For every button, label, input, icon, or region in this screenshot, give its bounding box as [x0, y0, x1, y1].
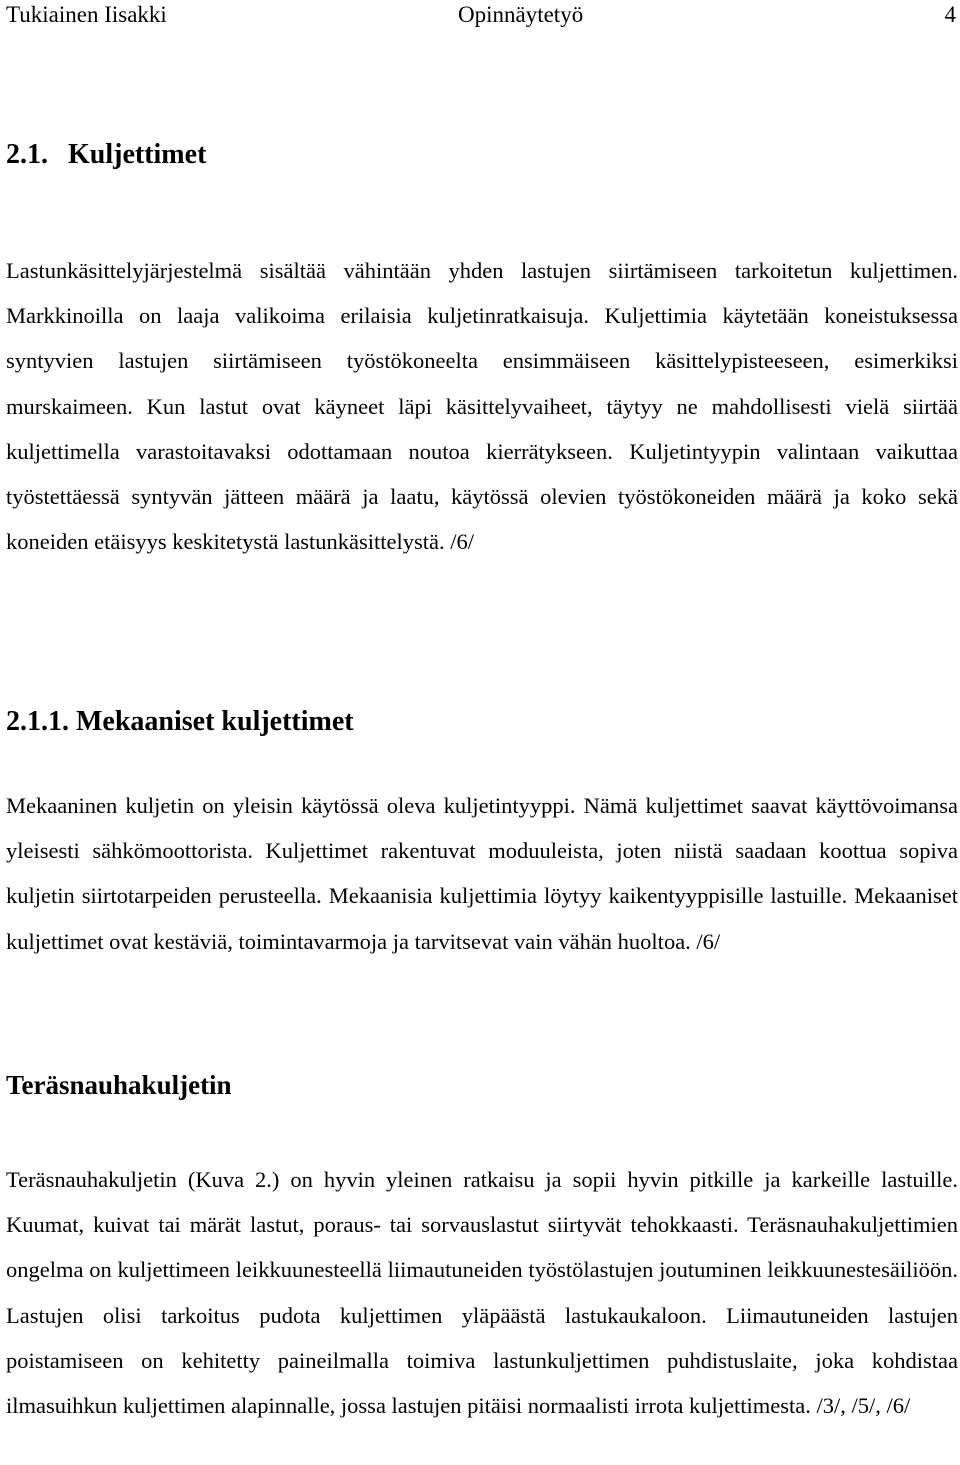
subsection-heading: 2.1.1. Mekaaniset kuljettimet [6, 706, 354, 737]
subsection-paragraph: Mekaaninen kuljetin on yleisin käytössä oleva kuljetintyyppi. Nämä kuljettimet saavat käyttövoimansa yleisesti sähkömoottorista. Kuljettimet rakentuvat moduuleista, joten niistä saadaan koottua sopiva kuljetin siirtotarpeiden perusteella. Mekaanisia kuljettimia löytyy kaikentyyppisille lastuille. Mekaaniset kuljettimet ovat kestäviä, toimintavarmoja ja tarvitsevat vain vähän huoltoa. /6/ [6, 793, 958, 954]
topic-heading: Teräsnauhakuljetin [6, 1070, 232, 1100]
section-paragraph: Lastunkäsittelyjärjestelmä sisältää vähintään yhden lastujen siirtämiseen tarkoitetun kuljettimen. Markkinoilla on laaja valikoima erilaisia kuljetinratkaisuja. Kuljettimia käytetään koneistuksessa syntyvien lastujen siirtämiseen työstökoneelta ensimmäiseen käsittelypisteeseen, esimerkiksi murskaimeen. Kun lastut ovat käyneet läpi käsittelyvaiheet, täytyy ne mahdollisesti vielä siirtää kuljettimella varastoitavaksi odottamaan noutoa kierrätykseen. Kuljetintyypin valintaan vaikuttaa työstettäessä syntyvän jätteen määrä ja laatu, käytössä olevien työstökoneiden määrä ja koko sekä koneiden etäisyys keskitetystä lastunkäsittelystä. /6/ [6, 258, 958, 555]
header-document-type: Opinnäytetyö [458, 2, 584, 27]
header-page-number: 4 [944, 2, 956, 27]
section-number: 2.1. [6, 139, 48, 170]
header-author: Tukiainen Iisakki [6, 2, 167, 27]
page-header [6, 0, 960, 32]
section-title: Kuljettimet [68, 139, 207, 170]
section-heading [6, 133, 206, 177]
topic-paragraph: Teräsnauhakuljetin (Kuva 2.) on hyvin yleinen ratkaisu ja sopii hyvin pitkille ja karkeille lastuille. Kuumat, kuivat tai märät lastut, poraus- tai sorvauslastut siirtyvät tehokkaasti. Teräsnauhakuljettimien ongelma on kuljettimeen leikkuunesteellä liimautuneiden työstölastujen joutuminen leikkuunestesäiliöön. Lastujen olisi tarkoitus pudota kuljettimen yläpäästä lastukaukaloon. Liimautuneiden lastujen poistamiseen on kehitetty paineilmalla toimiva lastunkuljettimen puhdistuslaite, joka kohdistaa ilmasuihkun kuljettimen alapinnalle, jossa lastujen pitäisi normaalisti irrota kuljettimesta. /3/, /5/, /6/ [6, 1167, 958, 1419]
